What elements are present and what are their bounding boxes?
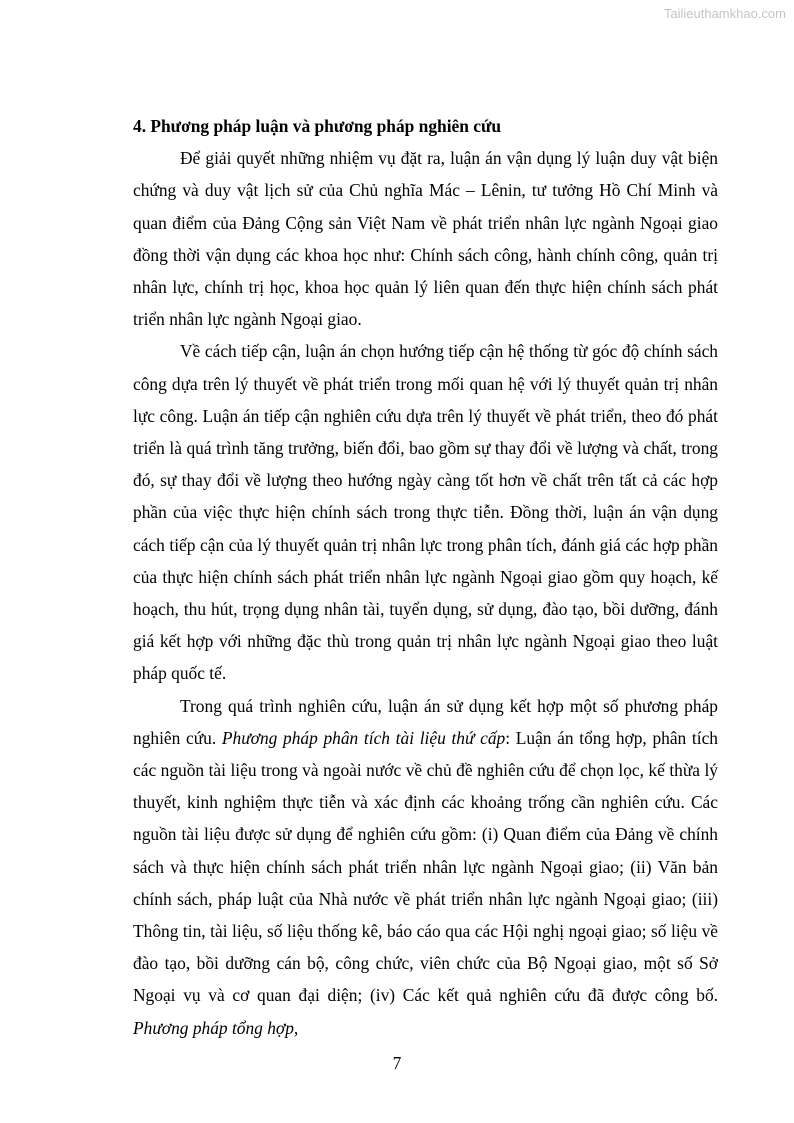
section-heading: 4. Phương pháp luận và phương pháp nghiên cứu <box>133 116 502 136</box>
method-secondary-analysis: Phương pháp phân tích tài liệu thứ cấp <box>221 727 506 748</box>
paragraph-3 <box>133 690 718 1044</box>
page-number: 7 <box>392 1053 402 1073</box>
document-body <box>133 110 718 1044</box>
watermark: Tailieuthamkhao.com <box>663 6 786 21</box>
paragraph-1: Để giải quyết những nhiệm vụ đặt ra, luận án vận dụng lý luận duy vật biện chứng và duy vật lịch sử của Chủ nghĩa Mác – Lênin, tư tưởng Hồ Chí Minh và quan điểm của Đảng Cộng sản Việt Nam về phát triển nhân lực ngành Ngoại giao đồng thời vận dụng các khoa học như: Chính sách công, hành chính công, quản trị nhân lực, chính trị học, khoa học quản lý liên quan đến thực hiện chính sách phát triển nhân lực ngành Ngoại giao. <box>133 148 718 330</box>
paragraph-3-intro: Trong quá trình nghiên cứu, luận án sử dụng kết hợp một số phương pháp nghiên cứu. <box>133 695 718 748</box>
paragraph-3-body: : Luận án tổng hợp, phân tích các nguồn tài liệu trong và ngoài nước về chủ đề nghiên cứu để chọn lọc, kế thừa lý thuyết, kinh nghiệm thực tiễn và xác định các khoảng trống cần nghiên cứu. Các nguồn tài liệu được sử dụng để nghiên cứu gồm: (i) Quan điểm của Đảng về chính sách và thực hiện chính sách phát triển nhân lực ngành Ngoại giao; (ii) Văn bản chính sách, pháp luật của Nhà nước về phát triển nhân lực ngành Ngoại giao; (iii) Thông tin, tài liệu, số liệu thống kê, báo cáo qua các Hội nghị ngoại giao; số liệu về đào tạo, bồi dưỡng cán bộ, công chức, viên chức của Bộ Ngoại giao, một số Sở Ngoại vụ và cơ quan đại diện; (iv) Các kết quả nghiên cứu đã được công bố. <box>133 727 718 1006</box>
method-synthesis: Phương pháp tổng hợp, <box>133 1017 299 1038</box>
paragraph-2: Về cách tiếp cận, luận án chọn hướng tiếp cận hệ thống từ góc độ chính sách công dựa trên lý thuyết về phát triển trong mối quan hệ với lý thuyết quản trị nhân lực công. Luận án tiếp cận nghiên cứu dựa trên lý thuyết về phát triển, theo đó phát triển là quá trình tăng trưởng, biến đổi, bao gồm sự thay đổi về lượng và chất, trong đó, sự thay đổi về lượng theo hướng ngày càng tốt hơn về chất trên tất cả các hợp phần của việc thực hiện chính sách trong thực tiễn. Đồng thời, luận án vận dụng cách tiếp cận của lý thuyết quản trị nhân lực trong phân tích, đánh giá các hợp phần của thực hiện chính sách phát triển nhân lực ngành Ngoại giao gồm quy hoạch, kế hoạch, thu hút, trọng dụng nhân tài, tuyển dụng, sử dụng, đào tạo, bồi dưỡng, đánh giá kết hợp với những đặc thù trong quản trị nhân lực ngành Ngoại giao theo luật pháp quốc tế. <box>133 341 718 684</box>
